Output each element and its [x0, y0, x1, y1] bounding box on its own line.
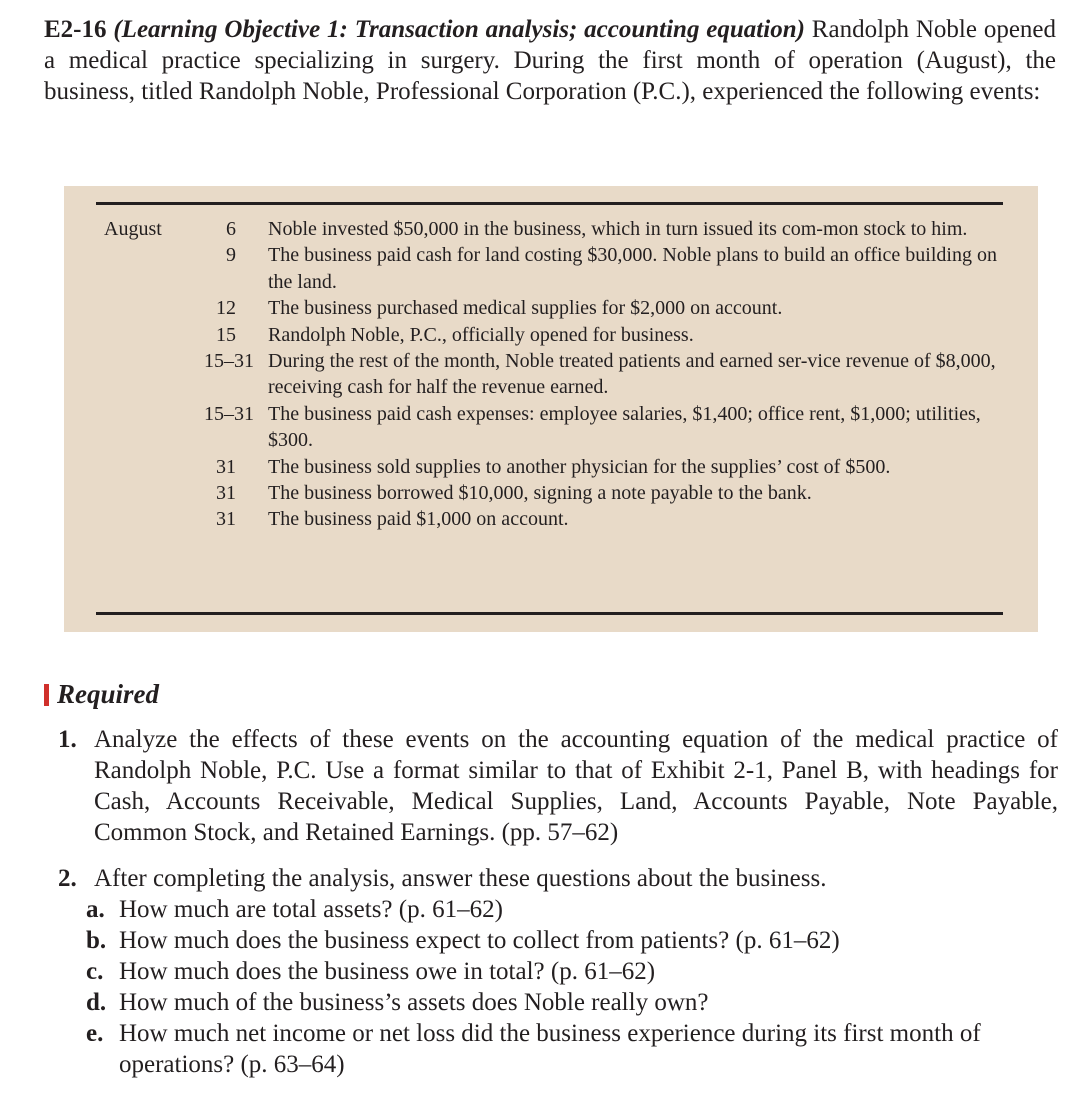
- event-row: [104, 242, 1004, 295]
- event-day: 31: [216, 482, 236, 505]
- sub-question-letter: d.: [86, 989, 107, 1016]
- events-list: [104, 216, 1004, 533]
- event-text: The business purchased medical supplies for $2,000 on account.: [268, 297, 783, 320]
- required-heading: [44, 677, 159, 711]
- required-heading-text: Required: [57, 679, 160, 709]
- event-day: 15–31: [204, 350, 254, 373]
- event-text: During the rest of the month, Noble treated patients and earned ser-vice revenue of $8,000, receiving cash for half the revenue earned.: [268, 350, 996, 399]
- event-day: 31: [216, 508, 236, 531]
- event-row: [104, 506, 1004, 532]
- event-text: The business paid cash for land costing $30,000. Noble plans to build an office building on the land.: [268, 244, 997, 293]
- event-row: [104, 401, 1004, 454]
- event-day: 6: [226, 218, 236, 240]
- sub-question: [86, 1018, 1058, 1080]
- sub-question-letter: c.: [86, 958, 104, 985]
- event-text: Noble invested $50,000 in the business, which in turn issued its com-mon stock to him.: [268, 218, 968, 240]
- heading-marker-icon: [44, 684, 49, 706]
- event-month: August: [104, 218, 162, 240]
- event-row: [104, 295, 1004, 321]
- sub-question: [86, 956, 1058, 987]
- event-day: 15–31: [204, 402, 254, 425]
- event-day: 12: [216, 297, 236, 320]
- sub-question: [86, 894, 1058, 925]
- event-row: [104, 454, 1004, 480]
- sub-question: [86, 987, 1058, 1018]
- event-text: The business borrowed $10,000, signing a note payable to the bank.: [268, 482, 812, 505]
- requirement-text: Analyze the effects of these events on the accounting equation of the medical practice of Randolph Noble, P.C. Use a format similar to that of Exhibit 2-1, Panel B, with headings for Cash, Accounts Receivable, Medical Supplies, Land, Accounts Payable, Note Payable, Common Stock, and Retained Earnings. (pp. 57–62): [94, 726, 1058, 846]
- sub-question-text: How much are total assets? (p. 61–62): [119, 896, 503, 923]
- sub-question-letter: b.: [86, 927, 107, 954]
- exercise-intro: [44, 14, 1056, 107]
- exercise-description: Randolph Noble opened a medical practice specializing in surgery. During the first month of operation (August), the business, titled Randolph Noble, Professional Corporation (P.C.), experienced the following events:: [44, 16, 1057, 105]
- event-text: The business paid $1,000 on account.: [268, 508, 569, 531]
- event-row: [104, 480, 1004, 506]
- event-row: [104, 348, 1004, 401]
- requirement-1: [58, 724, 1058, 848]
- requirement-number: 2.: [58, 865, 77, 892]
- sub-question-text: How much does the business owe in total? (p. 61–62): [119, 958, 656, 985]
- exercise-id: E2-16: [44, 16, 107, 43]
- requirement-number: 1.: [58, 726, 77, 753]
- event-text: The business paid cash expenses: employee salaries, $1,400; office rent, $1,000; utilities, $300.: [268, 402, 981, 452]
- event-text: Randolph Noble, P.C., officially opened for business.: [268, 323, 694, 346]
- event-day: 15: [216, 323, 236, 346]
- sub-question-letter: a.: [86, 896, 105, 923]
- sub-question-text: How much net income or net loss did the business experience during its first month of operations? (p. 63–64): [119, 1020, 981, 1078]
- panel-top-rule: [96, 202, 1003, 205]
- panel-bottom-rule: [96, 612, 1003, 615]
- sub-question-text: How much of the business’s assets does Noble really own?: [119, 989, 709, 1016]
- learning-objective: (Learning Objective 1: Transaction analysis; accounting equation): [113, 16, 805, 43]
- sub-question-letter: e.: [86, 1020, 104, 1047]
- event-row: [104, 216, 1004, 242]
- requirement-2: [58, 863, 1058, 1080]
- event-text: The business sold supplies to another physician for the supplies’ cost of $500.: [268, 455, 891, 478]
- event-row: [104, 322, 1004, 348]
- event-day: 9: [226, 244, 236, 267]
- sub-question: [86, 925, 1058, 956]
- event-day: 31: [216, 455, 236, 478]
- requirement-text: After completing the analysis, answer these questions about the business.: [94, 865, 827, 892]
- sub-question-text: How much does the business expect to collect from patients? (p. 61–62): [119, 927, 840, 954]
